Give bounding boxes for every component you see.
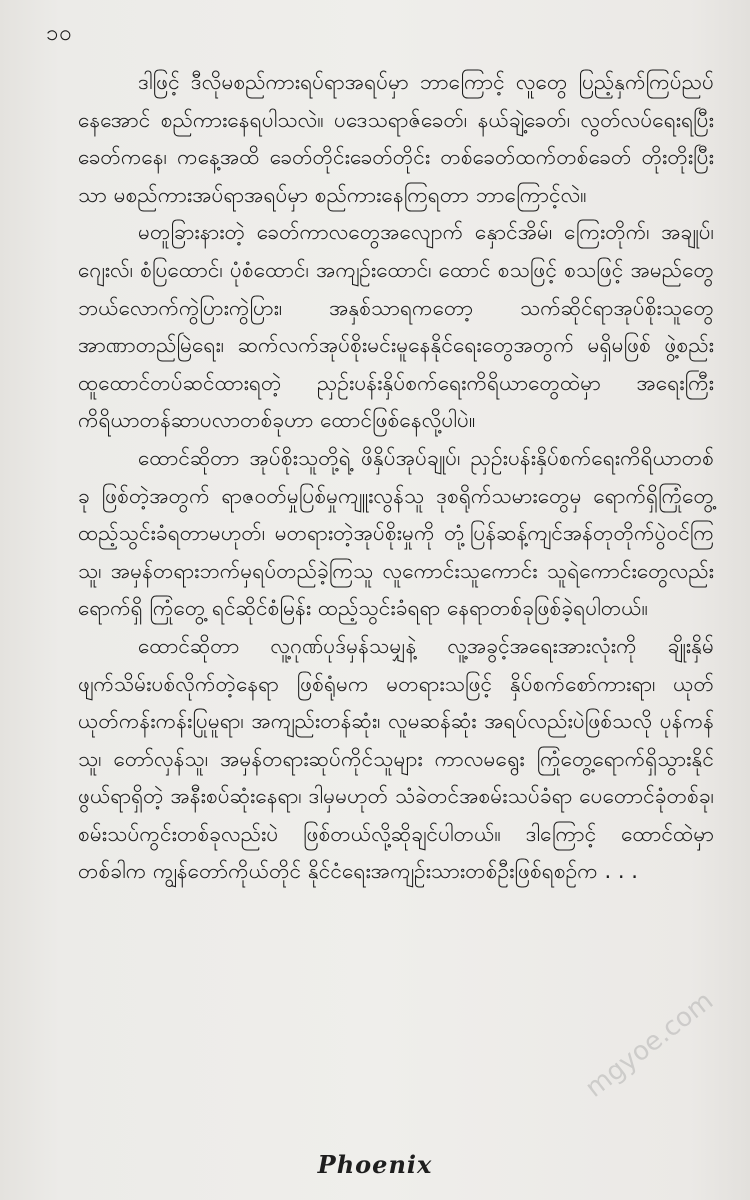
publisher-logo: Phoenix — [317, 1150, 433, 1179]
body-text — [78, 64, 714, 891]
site-watermark: mgyoe.com — [580, 985, 719, 1104]
paragraph-3: ထောင်ဆိုတာ အုပ်စိုးသူတို့ရဲ့ ဖိနှိပ်အုပ်ချုပ်၊ ညှဉ်းပန်းနှိပ်စက်ရေးကိရိယာတစ်ခု ဖြစ်တဲ့အတွက် ရာဇဝတ်မှုပြစ်မှုကျူးလွန်သူ ဒုစရိုက်သမားတွေမှ ရောက်ရှိကြုံတွေ့ ထည့်သွင်းခံရတာမဟုတ်၊ မတရားတဲ့အုပ်စိုးမှုကို တုံ့ပြန်ဆန့်ကျင်အန်တုတိုက်ပွဲဝင်ကြသူ၊ အမှန်တရားဘက်မှရပ်တည်ခဲ့ကြသူ လူကောင်းသူကောင်း သူရဲကောင်းတွေလည်း ရောက်ရှိ ကြုံတွေ့ ရင်ဆိုင်စံမြန်း ထည့်သွင်းခံရရာ နေရာတစ်ခုဖြစ်ခဲ့ရပါတယ်။ — [78, 445, 714, 621]
paragraph-4: ထောင်ဆိုတာ လူ့ဂုဏ်ပုဒ်မှန်သမျှနဲ့ လူ့အခွင့်အရေးအားလုံးကို ချိုးနှိမ်ဖျက်သိမ်းပစ်လိုက်တဲ့နေရာ ဖြစ်ရုံမက မတရားသဖြင့် နှိပ်စက်စော်ကားရာ၊ ယုတ်ယုတ်ကန်းကန်းပြုမူရာ၊ အကျည်းတန်ဆုံး၊ လူမဆန်ဆုံး အရပ်လည်းပဲဖြစ်သလို ပုန်ကန်သူ၊ တော်လှန်သူ၊ အမှန်တရားဆုပ်ကိုင်သူများ ကာလမရွေး ကြုံတွေ့ရောက်ရှိသွားနိုင်ဖွယ်ရာရှိတဲ့ အနီးစပ်ဆုံးနေရာ၊ ဒါမှမဟုတ် သံခဲတင်အစမ်းသပ်ခံရာ ပေတောင်ခုံတစ်ခု၊ စမ်းသပ်ကွင်းတစ်ခုလည်းပဲ ဖြစ်တယ်လို့ဆိုချင်ပါတယ်။ ဒါကြောင့် ထောင်ထဲမှာ တစ်ခါက ကျွန်တော်ကိုယ်တိုင် နိုင်ငံရေးအကျဉ်းသားတစ်ဦးဖြစ်ရစဉ်က . . . — [78, 633, 714, 884]
page-number: ၁၀ — [46, 21, 73, 46]
paragraph-1: ဒါဖြင့် ဒီလိုမစည်ကားရပ်ရာအရပ်မှာ ဘာကြောင့် လူတွေ ပြည့်နှက်ကြပ်ညပ်နေအောင် စည်ကားနေရပါသလဲ။ ပဒေသရာဇ်ခေတ်၊ နယ်ချဲ့ခေတ်၊ လွတ်လပ်ရေးရပြီးခေတ်ကနေ၊ ကနေ့အထိ ခေတ်တိုင်းခေတ်တိုင်း တစ်ခေတ်ထက်တစ်ခေတ် တိုးတိုးပြီးသာ မစည်ကားအပ်ရာအရပ်မှာ စည်ကားနေကြရတာ ဘာကြောင့်လဲ။ — [78, 70, 714, 207]
paragraph-2: မတူခြားနားတဲ့ ခေတ်ကာလတွေအလျောက် နှောင်အိမ်၊ ကြေးတိုက်၊ အချုပ်၊ ဂျေးလ်၊ စံပြထောင်၊ ပုံစံထောင်၊ အကျဉ်းထောင်၊ ထောင် စသဖြင့် စသဖြင့် အမည်တွေဘယ်လောက်ကွဲပြားကွဲပြား၊ အနှစ်သာရကတော့ သက်ဆိုင်ရာအုပ်စိုးသူတွေ အာဏာတည်မြဲရေး၊ ဆက်လက်အုပ်စိုးမင်းမူနေနိုင်ရေးတွေအတွက် မရှိမဖြစ် ဖွဲ့စည်းထူထောင်တပ်ဆင်ထားရတဲ့ ညှဉ်းပန်းနှိပ်စက်ရေးကိရိယာတွေထဲမှာ အရေးကြီး ကိရိယာတန်ဆာပလာတစ်ခုဟာ ထောင်ဖြစ်နေလို့ပါပဲ။ — [78, 220, 714, 433]
